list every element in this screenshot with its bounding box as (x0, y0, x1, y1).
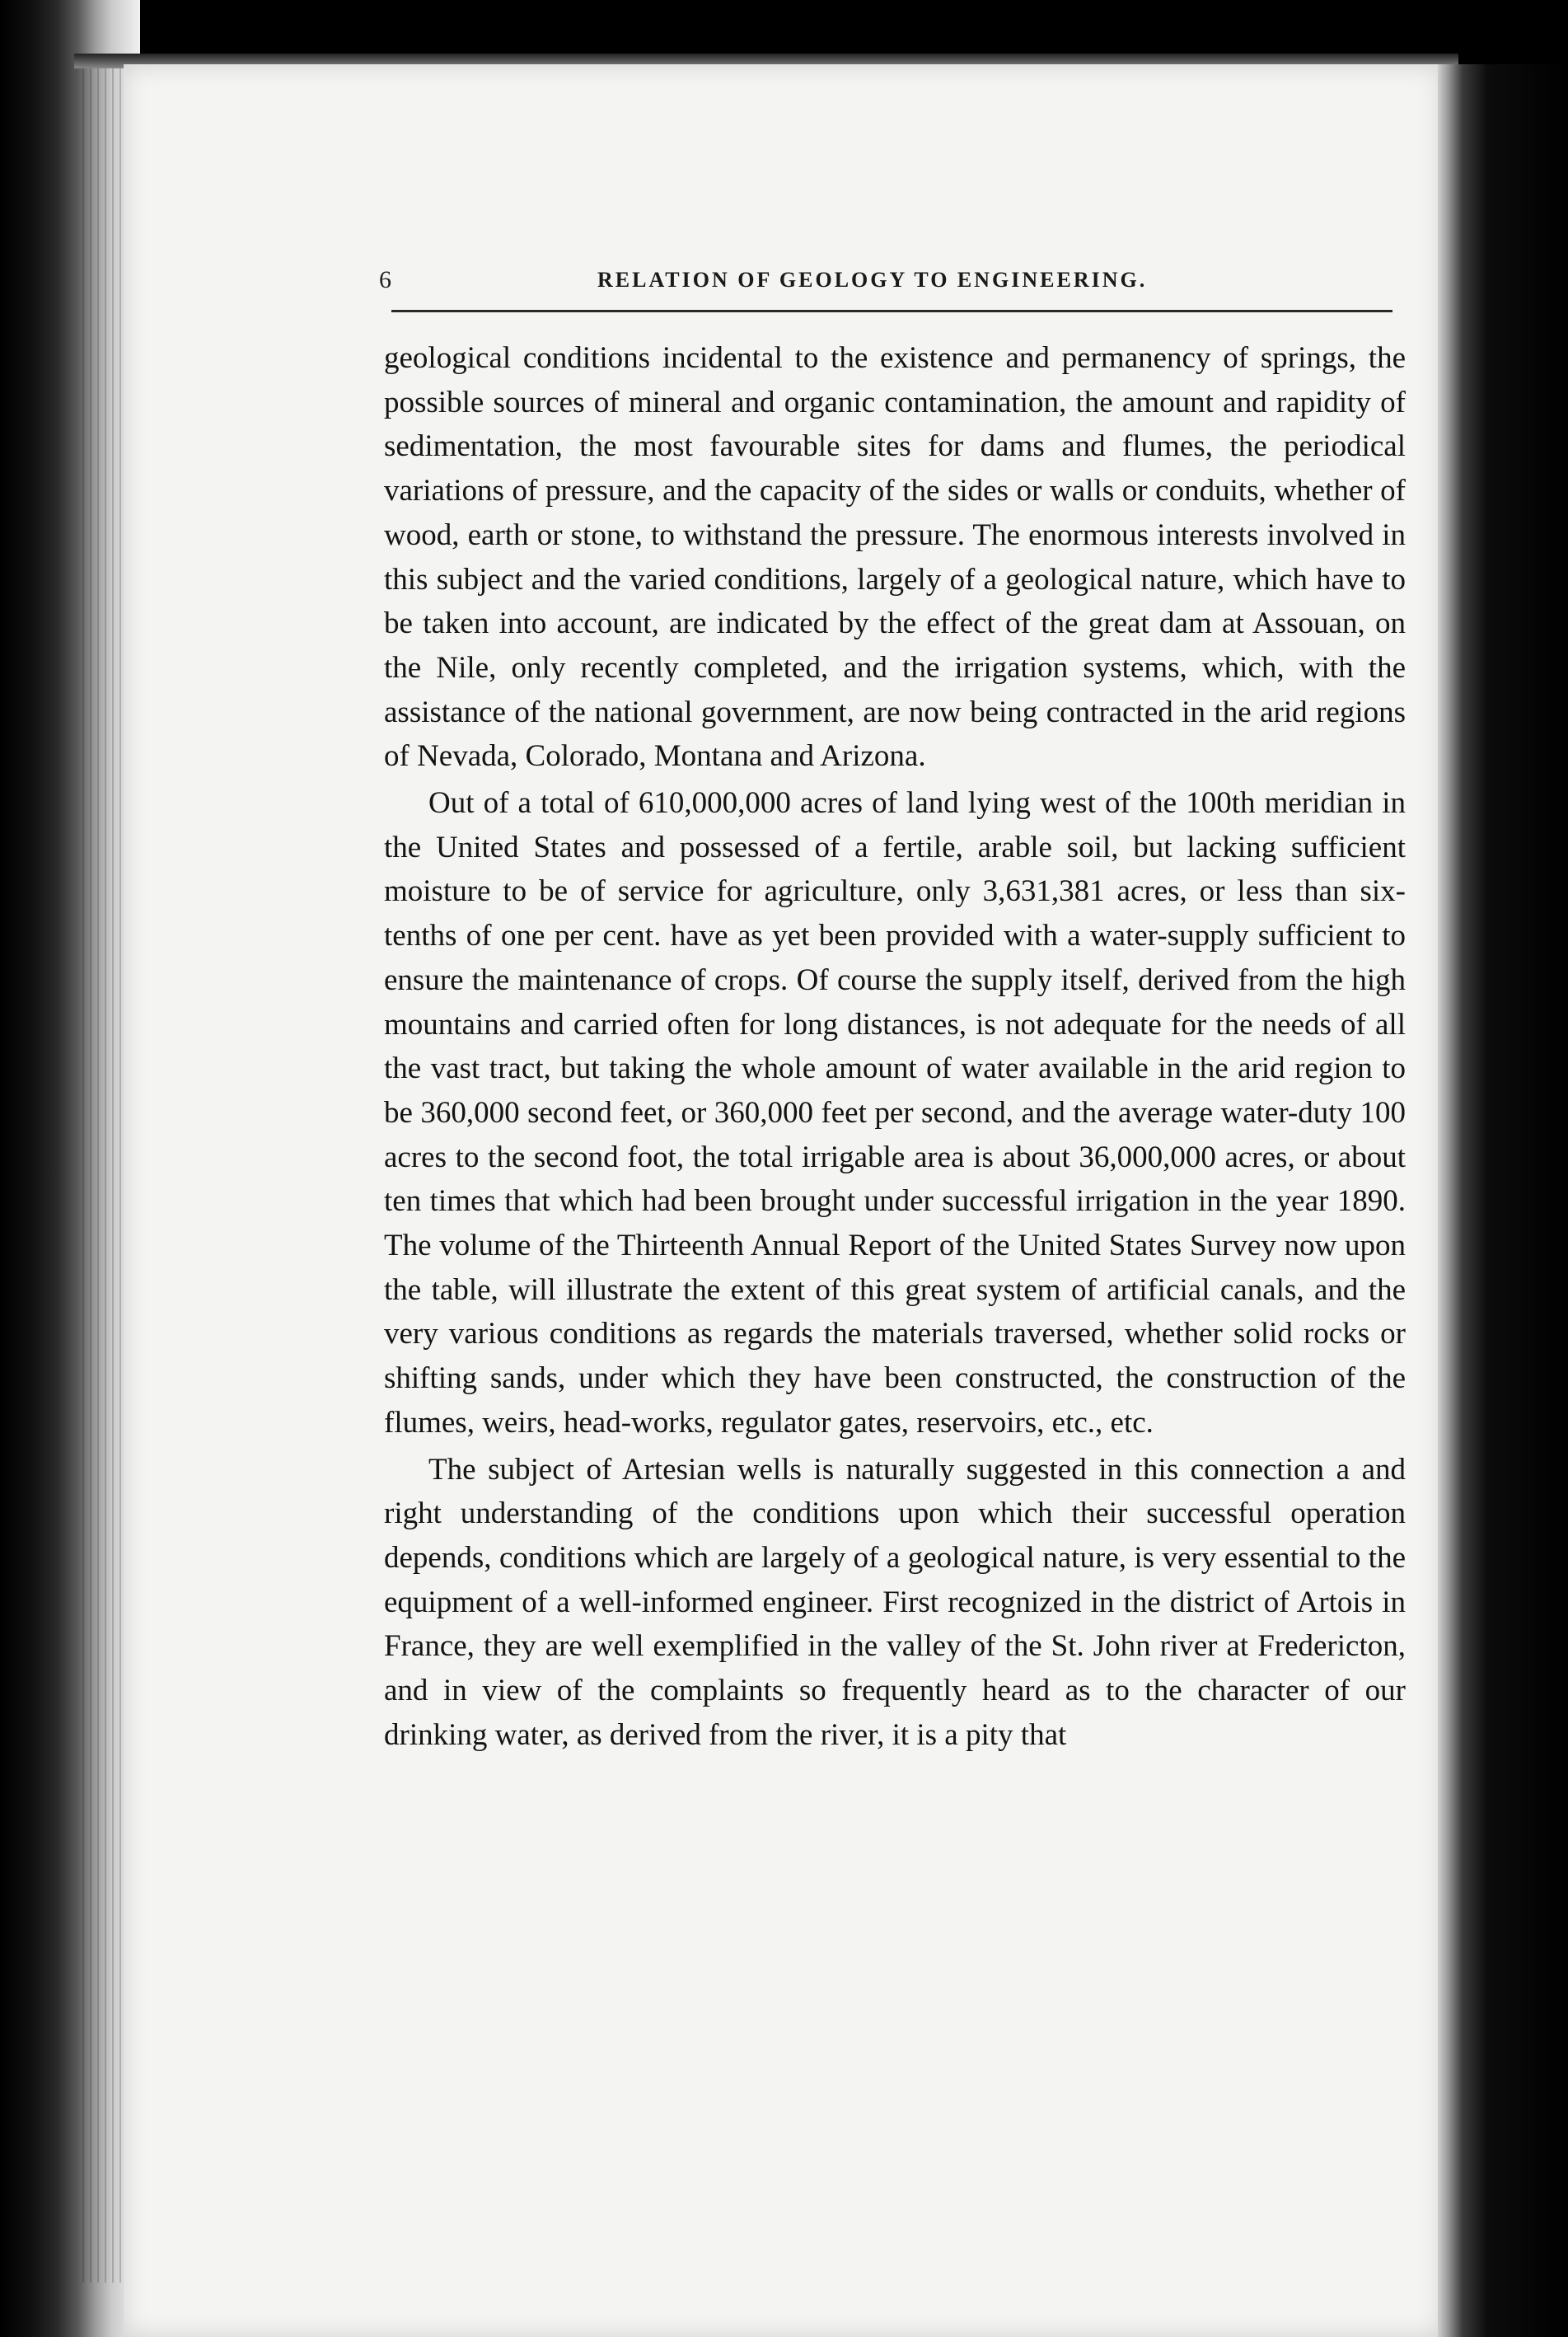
page-right-edge (1438, 64, 1568, 2337)
body-text (384, 336, 1406, 1758)
page-number: 6 (379, 266, 391, 293)
running-head: RELATION OF GEOLOGY TO ENGINEERING. (597, 268, 1148, 292)
paragraph-irrigation-statistics: Out of a total of 610,000,000 acres of land lying west of the 100th meridian in the United States and possessed of a fertile, arable soil, but lacking sufficient moisture to be of service for agriculture, only 3,631,381 acres, or less than six-tenths of one per cent. have as yet been provided with a water-supply sufficient to ensure the maintenance of crops. Of course the supply itself, derived from the high mountains and carried often for long distances, is not adequate for the needs of all the vast tract, but taking the whole amount of water available in the arid region to be 360,000 second feet, or 360,000 feet per second, and the average water-duty 100 acres to the second foot, the total irrigable area is about 36,000,000 acres, or about ten times that which had been brought under successful irrigation in the year 1890. The volume of the Thirteenth Annual Report of the United States Survey now upon the table, will illustrate the extent of this great system of artificial canals, and the very various conditions as regards the materials traversed, whether solid rocks or shifting sands, under which they have been constructed, the construction of the flumes, weirs, head-works, regulator gates, reservoirs, etc., etc. (384, 786, 1406, 1440)
page-header (379, 266, 1401, 299)
paragraph-continued: geological conditions incidental to the existence and permanency of springs, the possible sources of mineral and organic contamination, the amount and rapidity of sedimentation, the most favourable sites for dams and flumes, the periodical variations of pressure, and the capacity of the sides or walls or conduits, whether of wood, earth or stone, to withstand the pressure. The enormous interests involved in this subject and the varied conditions, largely of a geological nature, which have to be taken into account, are indicated by the effect of the great dam at Assouan, on the Nile, only recently completed, and the irrigation systems, which, with the assistance of the national government, are now being contracted in the arid regions of Nevada, Colorado, Montana and Arizona. (384, 341, 1406, 774)
header-rule (391, 310, 1392, 312)
paragraph-artesian-wells: The subject of Artesian wells is naturally suggested in this connection a and right understanding of the conditions upon which their successful operation depends, conditions which are largely of a geological nature, is very essential to the equipment of a well-informed engineer. First recognized in the district of Artois in France, they are well exemplified in the valley of the St. John river at Fredericton, and in view of the complaints so frequently heard as to the character of our drinking water, as derived from the river, it is a pity that (384, 1452, 1406, 1752)
